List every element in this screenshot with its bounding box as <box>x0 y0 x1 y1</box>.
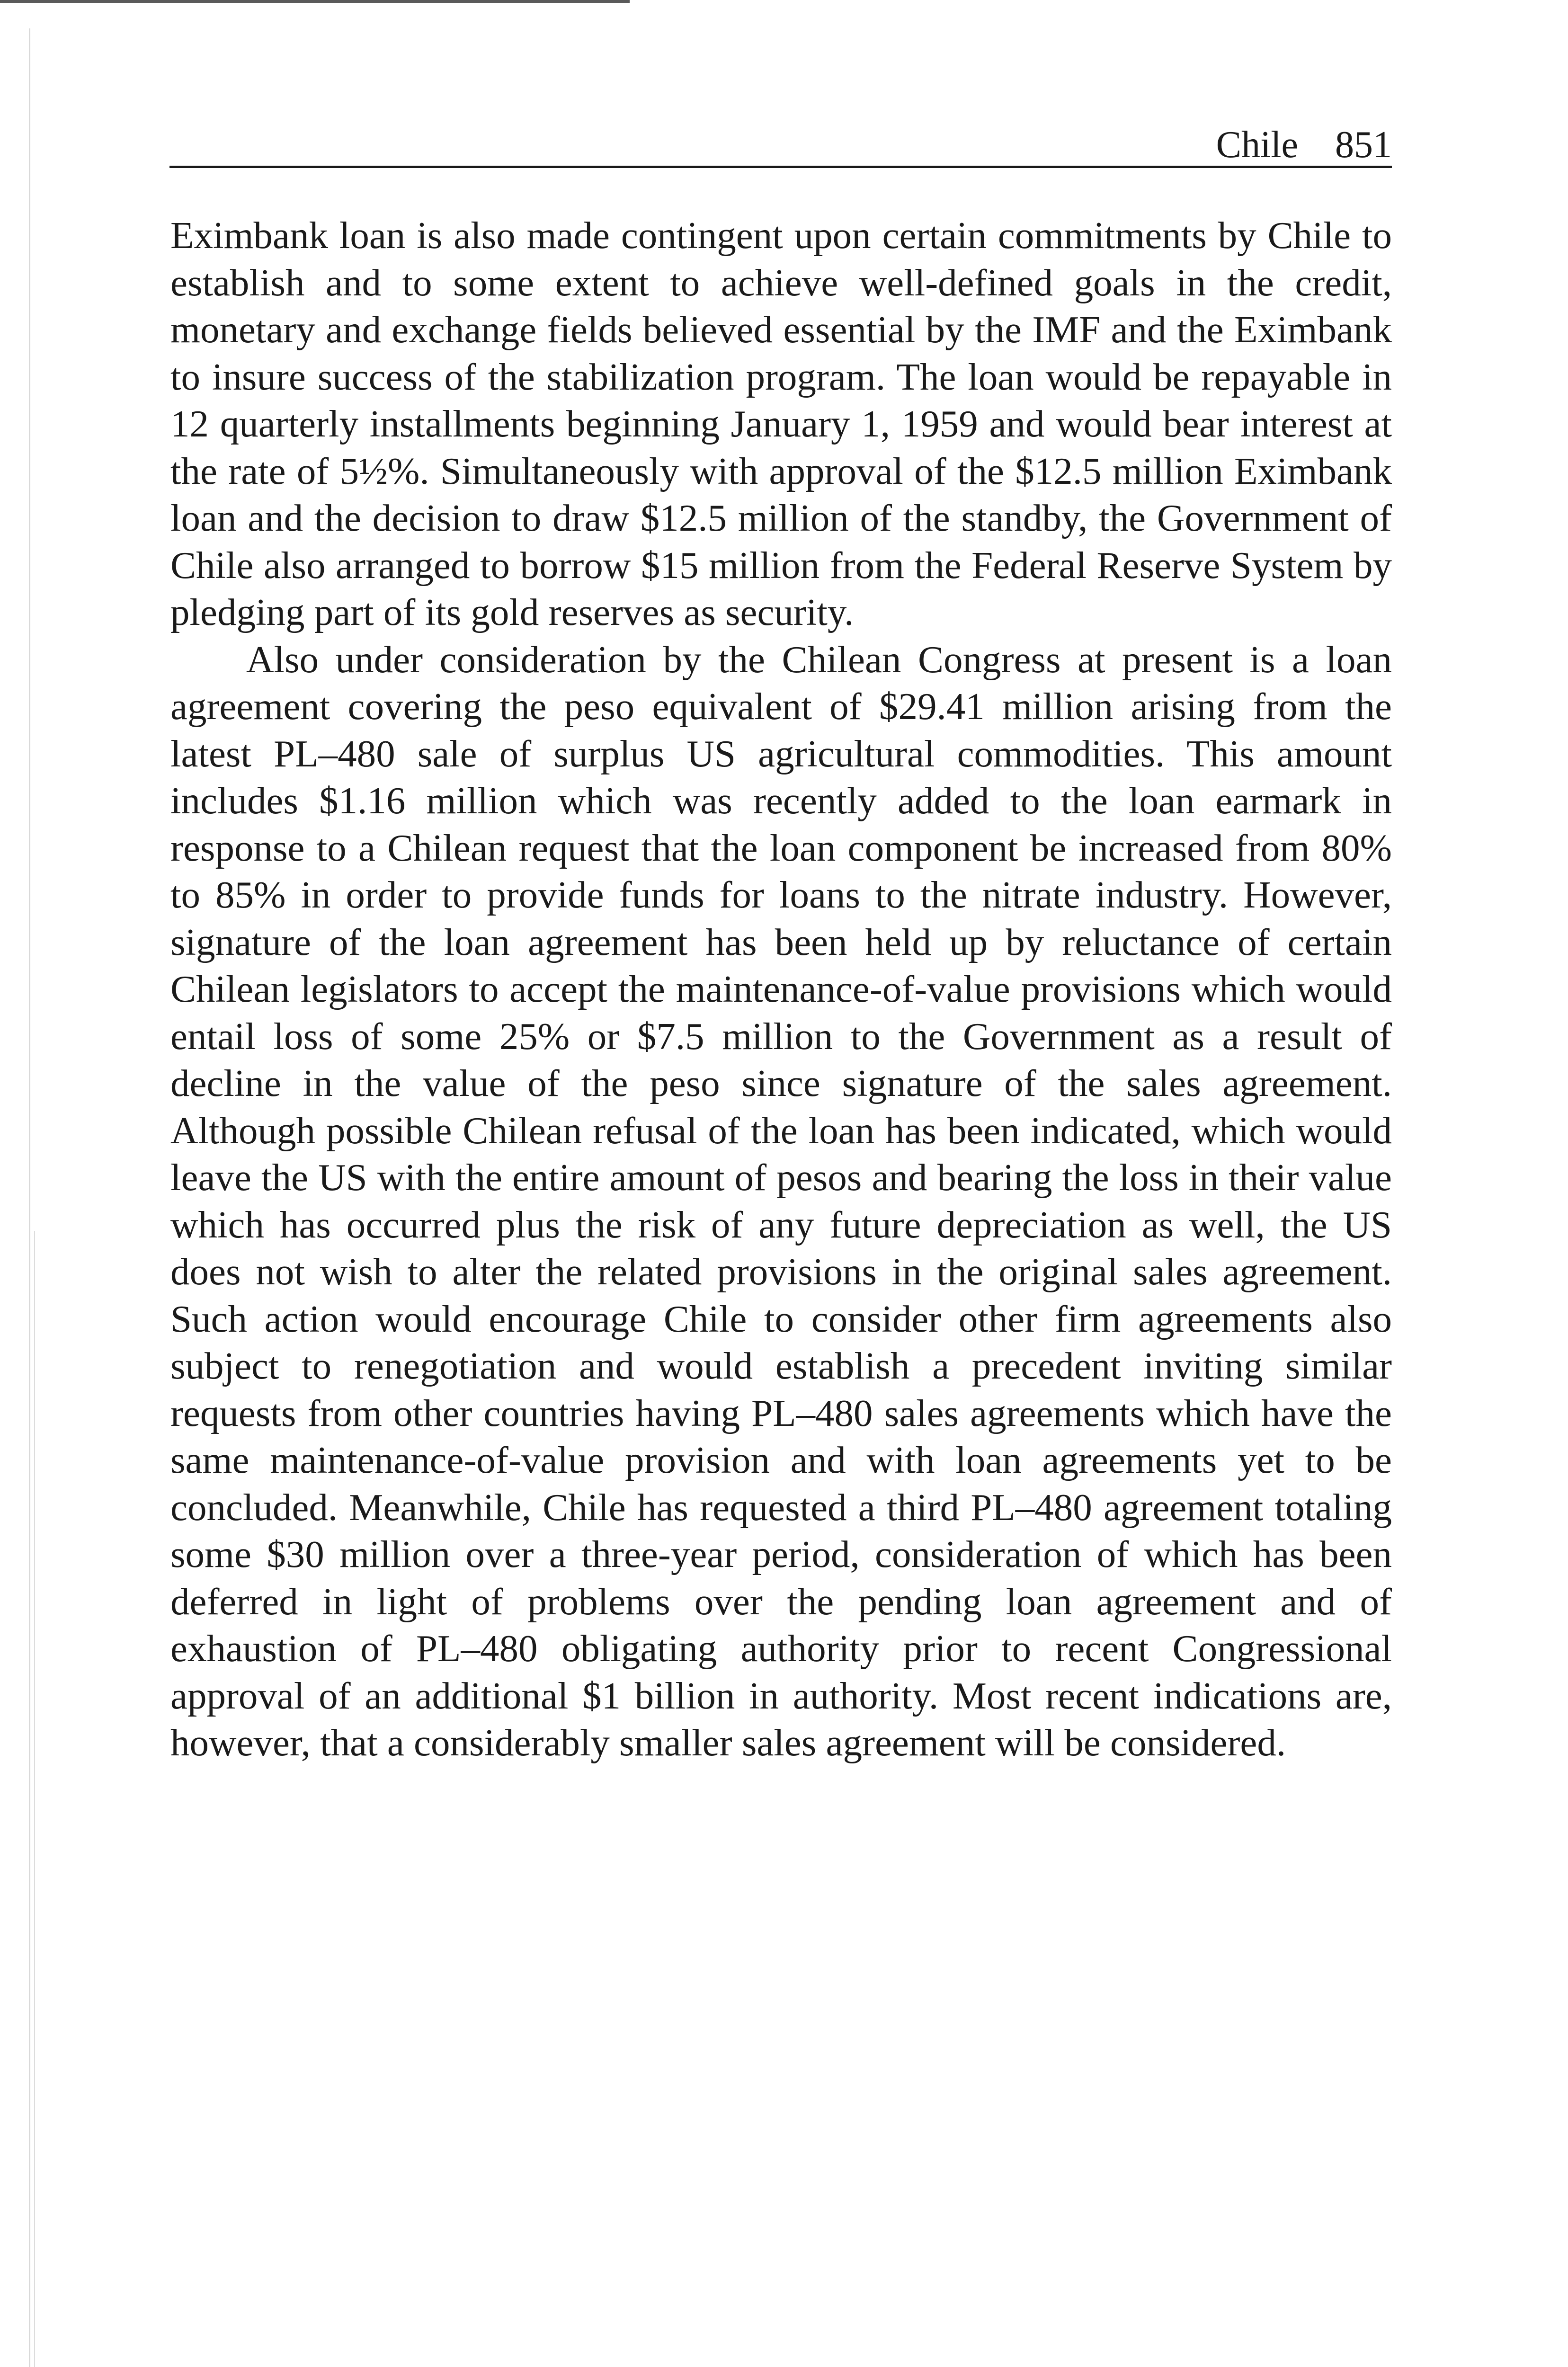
scan-top-rule <box>0 0 630 3</box>
paragraph-1: Eximbank loan is also made contingent upon certain commitments by Chile to establish and to some extent to achieve well-defined goals in the credit, monetary and exchange fields believed essential by the IMF and the Eximbank to insure success of the stabilization program. The loan would be repayable in 12 quarterly installments beginning January 1, 1959 and would bear interest at the rate of 5½%. Simultaneously with approval of the $12.5 million Eximbank loan and the decision to draw $12.5 million of the standby, the Government of Chile also arranged to borrow $15 million from the Federal Reserve System by pledging part of its gold reserves as security. <box>170 214 1392 633</box>
paragraph-2: Also under consideration by the Chilean Congress at present is a loan agreement covering the peso equivalent of $29.41 million arising from the latest PL–480 sale of surplus US agricultural commodities. This amount includes $1.16 million which was recently added to the loan earmark in response to a Chilean request that the loan component be increased from 80% to 85% in order to provide funds for loans to the nitrate industry. However, signature of the loan agreement has been held up by reluctance of certain Chilean legislators to accept the maintenance-of-value provisions which would entail loss of some 25% or $7.5 million to the Government as a result of decline in the value of the peso since signature of the sales agreement. Although possible Chilean refusal of the loan has been indicated, which would leave the US with the entire amount of pesos and bearing the loss in their value which has occurred plus the risk of any future depreciation as well, the US does not wish to alter the related provisions in the original sales agreement. Such action would encourage Chile to consider other firm agreements also subject to renegotiation and would establish a precedent inviting similar requests from other countries having PL–480 sales agreements which have the same maintenance-of-value provision and with loan agreements yet to be concluded. Meanwhile, Chile has requested a third PL–480 agreement totaling some $30 million over a three-year period, consideration of which has been deferred in light of problems over the pending loan agreement and of exhaustion of PL–480 obligating authority prior to recent Congressional approval of an additional $1 billion in authority. Most recent indications are, however, that a considerably smaller sales agreement will be considered. <box>170 638 1392 1764</box>
running-head-title: Chile <box>1216 124 1298 166</box>
scan-left-edge-secondary <box>34 1231 35 2367</box>
body-text <box>170 212 1392 1767</box>
page-number: 851 <box>1335 124 1392 166</box>
running-head <box>170 122 1392 168</box>
scan-left-edge <box>29 28 30 2367</box>
running-head-rule <box>169 166 1392 168</box>
